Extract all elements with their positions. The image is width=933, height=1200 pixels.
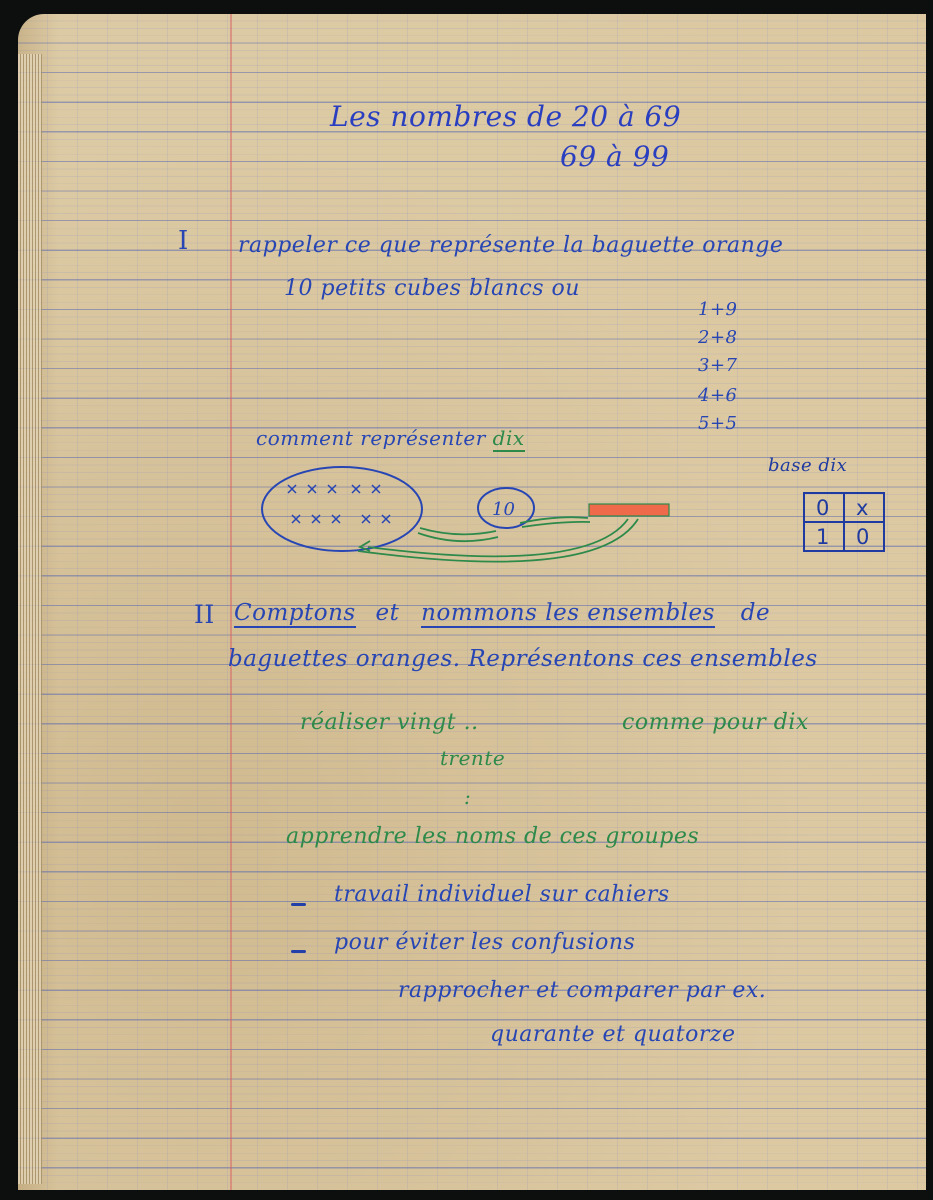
realiser-text: réaliser vingt .. [300,710,479,735]
cube-marks [288,485,390,523]
ten-representation-diagram [258,465,678,580]
sum-item: 1+9 [698,299,738,320]
connection-arrows [358,517,638,561]
base-grid-cell: 0 [856,525,870,549]
sum-item: 3+7 [698,355,738,376]
section-1-numeral: I [178,226,189,256]
section-1-line-1: rappeler ce que représente la baguette orange [238,233,784,258]
bullet-dash [291,903,306,906]
cube-set-ellipse [262,467,422,551]
base-ten-table [784,481,888,557]
rapprocher-text: rapprocher et comparer par ex. [398,978,767,1003]
margin-line [230,14,232,1190]
how-to-prefix: comment représenter [256,426,486,450]
base-label: base dix [768,455,848,476]
ten-circle-number: 10 [492,499,515,520]
sum-item: 2+8 [698,327,738,348]
heading-word-de: de [740,600,771,626]
how-to-represent-text [256,426,525,450]
heading-words-nommons: nommons les ensembles [421,600,715,626]
trente-text: trente [440,746,506,770]
section-2-numeral: II [194,600,215,629]
base-grid-cell: x [856,496,869,520]
quarante-text: quarante et quatorze [490,1022,736,1047]
page-title: Les nombres de 20 à 69 [330,100,682,133]
section-2-line-2: baguettes oranges. Représentons ces ensembles [228,646,818,672]
sum-item: 4+6 [698,385,738,406]
section-1-line-2: 10 petits cubes blancs ou [284,276,580,301]
orange-rod [589,504,669,516]
page-subtitle: 69 à 99 [560,140,670,173]
sum-item: 5+5 [698,413,738,434]
heading-word-et: et [375,600,400,626]
continuation-dots: : [464,785,472,809]
bullet-1-text: travail individuel sur cahiers [334,882,670,907]
heading-word-comptons: Comptons [234,600,356,626]
base-grid-cell: 1 [816,525,830,549]
bullet-2-text: pour éviter les confusions [334,930,636,955]
bullet-dash [291,950,306,953]
apprendre-text: apprendre les noms de ces groupes [286,824,700,849]
section-2-heading [234,600,770,626]
how-to-word: dix [492,426,525,450]
page-edges [18,54,42,1184]
base-grid-cell: 0 [816,496,830,520]
comme-pour-dix-text: comme pour dix [622,710,809,735]
